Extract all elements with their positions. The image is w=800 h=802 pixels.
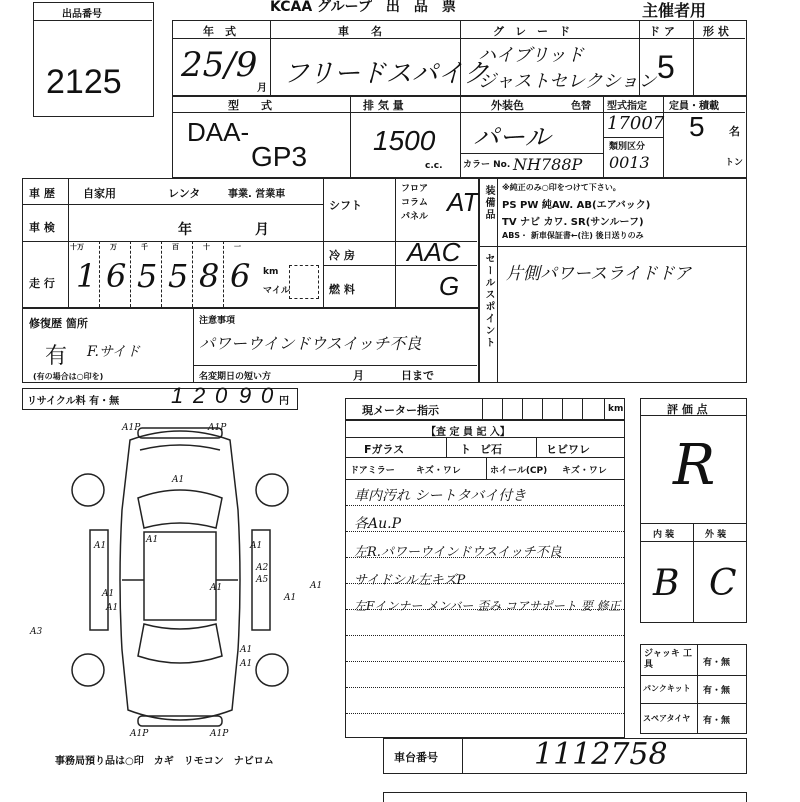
year-month-unit: 月 — [257, 83, 267, 94]
recycle-digit-2: 0 — [215, 383, 228, 408]
comment-3: サイドシル左キズP — [354, 573, 466, 588]
puncture-option: 有・無 — [703, 686, 731, 696]
glass-label: Fガラス — [364, 443, 405, 456]
mileage-label: 走 行 — [29, 277, 55, 290]
grade-line1: ハイブリッド — [478, 45, 585, 66]
inspector-title: 【査 定 員 記 入】 — [426, 427, 510, 438]
shaken-label: 車 検 — [29, 221, 55, 234]
color-change-label: 色替 — [571, 101, 591, 112]
meter-km-unit: km — [608, 404, 624, 414]
shift-value: AT — [447, 187, 479, 217]
door-label: ド ア — [649, 25, 675, 38]
shift-label: シフト — [329, 199, 362, 212]
type-no-value: 17007 — [607, 113, 665, 134]
mark-6: A2 — [256, 563, 269, 573]
mileage-digit-3: 5 — [168, 257, 189, 295]
mark-1: A1P — [208, 423, 227, 433]
reg-label: 名変期日の短い方 — [199, 372, 272, 382]
selling-side-label: セールスポイント — [483, 253, 494, 349]
lot-label: 出品番号 — [62, 9, 102, 20]
digit-head-0: 十万 — [70, 243, 84, 251]
mark-12: A1 — [106, 603, 119, 613]
repair-location: F.サイド — [87, 344, 141, 360]
digit-head-1: 万 — [110, 243, 117, 251]
reg-month: 月 — [353, 369, 364, 382]
glass-option-1: ビ石 — [480, 443, 502, 456]
mark-16: A1P — [210, 729, 229, 739]
model-value-b: GP3 — [251, 141, 308, 172]
comment-1: 各Au.P — [354, 516, 401, 532]
wheel-label: ホイール(CP) — [490, 466, 548, 476]
grade-line2: ジャストセレクション — [478, 71, 657, 92]
recycle-digit-1: 2 — [193, 383, 206, 408]
recycle-label: リサイクル料 有・無 — [27, 396, 120, 407]
mark-17: A1 — [240, 659, 253, 669]
inspector-block — [345, 420, 625, 738]
mark-11: A1 — [284, 593, 297, 603]
wheel-rear-left — [72, 654, 104, 686]
wheel-options: キズ・ワレ — [562, 466, 607, 476]
equipment-line3: ABS・ 新車保証書←(注) 後日送りのみ — [502, 231, 644, 240]
business-label: 事業. 営業車 — [228, 189, 286, 200]
shape-label: 形 状 — [703, 25, 729, 38]
lot-box — [33, 2, 154, 117]
year-value: 25/9 — [181, 45, 258, 85]
comment-4: 左Fインナー メンバー 歪み コアサポート 要 修正 — [354, 599, 621, 613]
shift-type-floor: フロア — [401, 184, 429, 194]
color-value: パール — [473, 123, 551, 153]
wheel-front-right — [256, 474, 288, 506]
chassis-block — [383, 738, 747, 774]
shaken-month-unit: 月 — [255, 222, 269, 238]
repair-value: 有 — [45, 344, 68, 369]
color-no-label: カラー No. — [463, 160, 511, 170]
group-title: KCAA グループ 出 品 票 — [270, 0, 456, 15]
chassis-value: 1112758 — [534, 737, 668, 772]
equipment-note: ※純正のみ○印をつけて下さい。 — [502, 183, 621, 192]
mile-box — [289, 265, 319, 299]
cc-unit: c.c. — [425, 161, 443, 171]
comment-2: 左R.パワーウインドウスイッチ不良 — [354, 545, 562, 560]
spare-label: スペアタイヤ — [643, 714, 691, 723]
recycle-digit-3: 9 — [239, 383, 252, 408]
door-value: 5 — [657, 49, 675, 85]
hood-line — [140, 445, 220, 450]
shift-type-column: コラム — [401, 198, 428, 208]
jack-label: ジャッキ 工 具 — [644, 649, 692, 670]
history-value: 自家用 — [83, 187, 116, 200]
mileage-digit-4: 8 — [199, 257, 220, 295]
wheel-front-left — [72, 474, 104, 506]
color-label: 外装色 — [491, 99, 524, 112]
mark-7: A5 — [256, 575, 269, 585]
interior-score: B — [653, 563, 680, 604]
car-diagram — [30, 420, 323, 740]
exterior-label: 外 装 — [705, 530, 727, 540]
mark-4: A1 — [146, 535, 159, 545]
fuel-value: G — [439, 271, 460, 301]
capacity-unit: 名 — [729, 125, 740, 138]
displacement-label: 排 気 量 — [363, 99, 404, 112]
ac-label: 冷 房 — [329, 249, 355, 262]
meter-box — [345, 398, 625, 420]
tools-block — [640, 644, 747, 734]
interior-label: 内 装 — [653, 530, 675, 540]
car-name-value: フリードスパイク — [283, 59, 490, 89]
glass-option-2: ヒビワレ — [546, 443, 590, 456]
notes-label: 注意事項 — [199, 316, 236, 326]
model-value-a: DAA- — [187, 117, 250, 147]
displacement-value: 1500 — [373, 125, 436, 156]
meter-label: 現メーター指示 — [362, 404, 439, 417]
digit-head-4: 十 — [203, 243, 210, 251]
km-unit: km — [263, 267, 279, 277]
shift-type-panel: パネル — [401, 212, 429, 222]
recycle-block — [22, 383, 298, 410]
model-label: 型 式 — [228, 99, 272, 112]
glass-option-0: ト — [460, 443, 471, 456]
repair-block — [22, 308, 479, 383]
history-block — [22, 178, 479, 308]
puncture-label: パンクキット — [643, 684, 691, 693]
top-row — [172, 20, 747, 96]
digit-head-3: 百 — [172, 243, 179, 251]
recycle-digits — [163, 385, 293, 409]
model-row — [172, 96, 747, 178]
recycle-digit-0: 1 — [171, 383, 184, 408]
mile-unit: マイル — [263, 286, 290, 296]
bottom-strip — [383, 792, 747, 802]
year-label: 年 式 — [203, 25, 236, 38]
mileage-digits — [68, 241, 258, 307]
equipment-line1: PS PW 純AW. AB(エアバック) — [502, 200, 651, 211]
mirror-options: キズ・ワレ — [416, 466, 461, 476]
mark-9: A1 — [102, 589, 115, 599]
exterior-score: C — [709, 563, 737, 604]
reg-day: 日まで — [401, 369, 434, 382]
mark-13: A3 — [30, 627, 43, 637]
mirror-label: ドアミラー — [350, 466, 395, 476]
notes-value: パワーウインドウスイッチ不良 — [199, 334, 422, 353]
mileage-digit-1: 6 — [106, 257, 127, 295]
rental-label: レンタ — [168, 187, 201, 200]
score-block — [640, 398, 747, 623]
class-label: 類別区分 — [609, 142, 646, 152]
windshield-front — [138, 490, 222, 528]
mileage-digit-0: 1 — [76, 257, 97, 295]
mark-2: A1 — [172, 475, 185, 485]
diagram-footer: 事務局預り品は○印 カギ リモコン ナビロム — [55, 756, 274, 767]
comment-0: 車内汚れ シートタバイ付き — [354, 488, 527, 504]
windshield-rear — [138, 624, 222, 663]
mark-15: A1P — [130, 729, 149, 739]
digit-head-5: 一 — [234, 243, 241, 251]
equipment-side-label: 装備品 — [483, 185, 494, 221]
fuel-label: 燃 料 — [329, 283, 355, 296]
capacity-label: 定員・積載 — [669, 101, 719, 112]
repair-hint: (有の場合は○印を) — [33, 372, 104, 381]
jack-option: 有・無 — [703, 658, 731, 668]
wheel-rear-right — [256, 654, 288, 686]
mark-5: A1 — [250, 541, 263, 551]
lot-number: 2125 — [46, 63, 122, 101]
color-no-value: NH788P — [513, 155, 583, 174]
capacity-value: 5 — [689, 111, 705, 142]
mileage-digit-2: 5 — [137, 257, 158, 295]
digit-head-2: 千 — [141, 243, 148, 251]
spare-option: 有・無 — [703, 716, 731, 726]
mark-10: A1 — [310, 581, 323, 591]
type-label: 型式指定 — [607, 101, 647, 112]
history-label: 車 歴 — [29, 187, 55, 200]
shaken-year-unit: 年 — [178, 222, 192, 238]
repair-label: 修復歴 箇所 — [29, 317, 88, 330]
car-name-label: 車 名 — [338, 25, 382, 38]
roof-panel — [144, 532, 216, 620]
grade-label: グ レ ー ド — [493, 25, 570, 38]
score-value: R — [673, 433, 716, 498]
mark-0: A1P — [122, 423, 141, 433]
class-no-value: 0013 — [609, 153, 650, 172]
equipment-block — [479, 178, 747, 383]
mileage-digit-5: 6 — [230, 257, 251, 295]
chassis-label: 車台番号 — [394, 751, 438, 764]
organizer-label: 主催者用 — [642, 1, 707, 20]
selling-value: 片側パワースライドドア — [506, 264, 692, 284]
score-label: 評 価 点 — [667, 403, 708, 416]
equipment-line2: TV ナビ カワ. SR(サンルーフ) — [502, 217, 644, 228]
ac-value: AAC — [407, 237, 461, 267]
mark-14: A1 — [240, 645, 253, 655]
recycle-unit: 円 — [279, 396, 289, 407]
recycle-digit-4: 0 — [261, 383, 274, 408]
mark-3: A1 — [94, 541, 107, 551]
mark-8: A1 — [210, 583, 223, 593]
ton-unit: トン — [725, 158, 744, 168]
